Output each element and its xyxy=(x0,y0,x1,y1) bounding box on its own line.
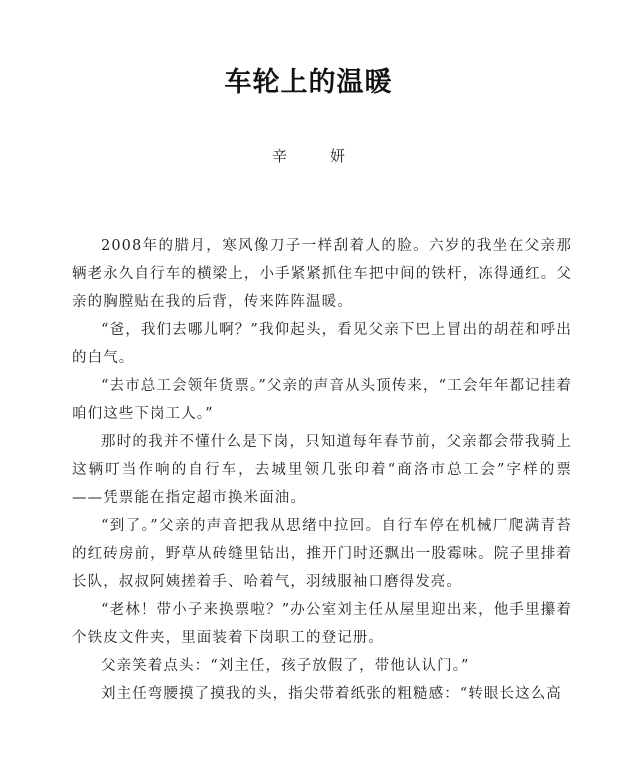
paragraph-3: “去市总工会领年货票。”父亲的声音从头顶传来，“工会年年都记挂着咱们这些下岗工人。” xyxy=(72,378,572,422)
article-body xyxy=(72,232,572,708)
paragraph-7: 父亲笑着点头：“刘主任，孩子放假了，带他认认门。” xyxy=(101,658,470,674)
paragraph-2: “爸，我们去哪儿啊？”我仰起头，看见父亲下巴上冒出的胡茬和呼出的白气。 xyxy=(72,322,572,366)
paragraph-6: “老林！带小子来换票啦？”办公室刘主任从屋里迎出来，他手里攥着个铁皮文件夹，里面装着下岗职工的登记册。 xyxy=(72,602,572,646)
article-title: 车轮上的温暖 xyxy=(224,67,393,98)
paragraph-4: 那时的我并不懂什么是下岗，只知道每年春节前，父亲都会带我骑上这辆叮当作响的自行车，去城里领几张印着“商洛市总工会”字样的票——凭票能在指定超市换米面油。 xyxy=(72,434,572,506)
paragraph-8: 刘主任弯腰摸了摸我的头，指尖带着纸张的粗糙感：“转眼长这么高 xyxy=(101,686,562,702)
article-author: 辛 妍 xyxy=(271,147,359,165)
paragraph-5: “到了。”父亲的声音把我从思绪中拉回。自行车停在机械厂爬满青苔的红砖房前，野草从砖缝里钻出，推开门时还飘出一股霉味。院子里排着长队，叔叔阿姨搓着手、哈着气，羽绒服袖口磨得发亮。 xyxy=(72,518,572,590)
paragraph-1: 2008年的腊月，寒风像刀子一样刮着人的脸。六岁的我坐在父亲那辆老永久自行车的横梁上，小手紧紧抓住车把中间的铁杆，冻得通红。父亲的胸膛贴在我的后背，传来阵阵温暖。 xyxy=(72,238,572,310)
